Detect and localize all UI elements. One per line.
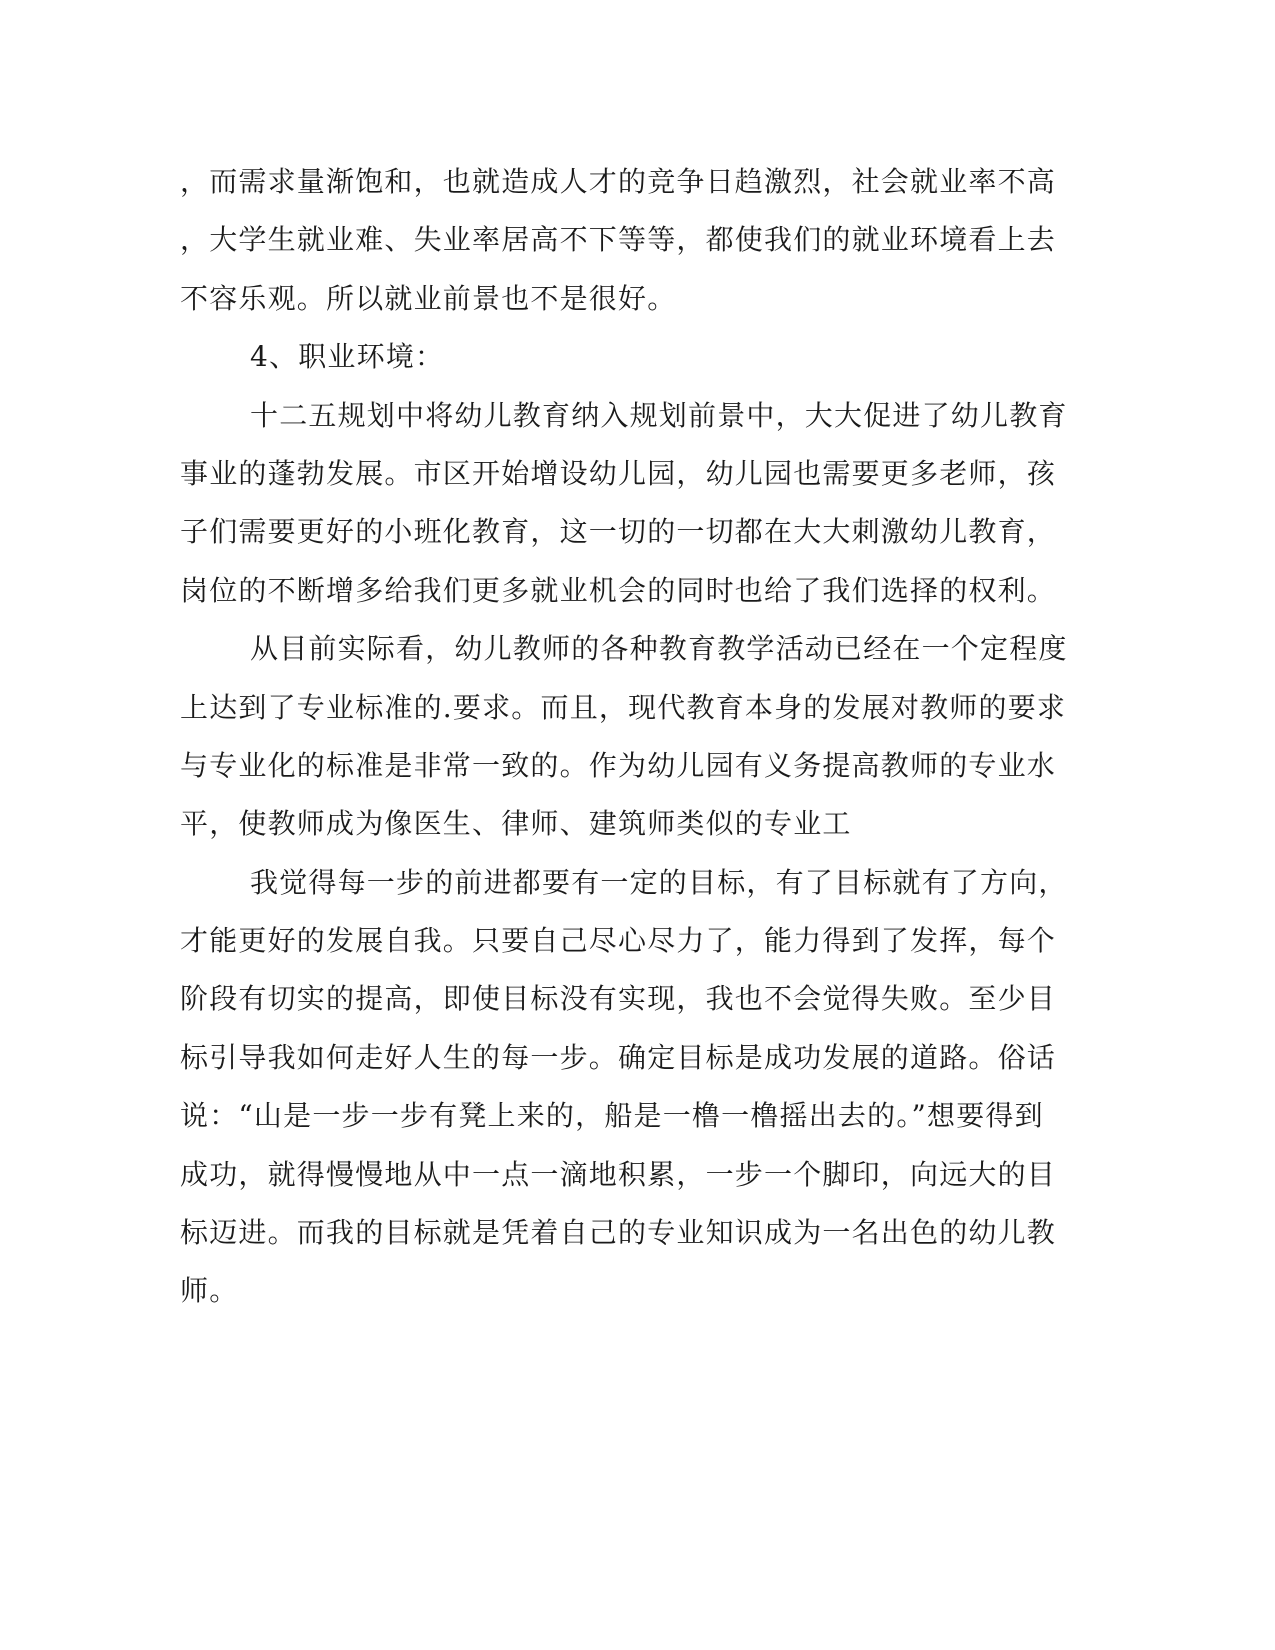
text-line: 标迈进。而我的目标就是凭着自己的专业知识成为一名出色的幼儿教 (180, 1216, 1057, 1250)
text-line: 才能更好的发展自我。只要自己尽心尽力了，能力得到了发挥，每个 (180, 924, 1057, 958)
text-line: 岗位的不断增多给我们更多就业机会的同时也给了我们选择的权利。 (180, 573, 1057, 607)
paragraph-first-line: 我觉得每一步的前进都要有一定的目标，有了目标就有了方向， (250, 865, 1068, 899)
text-line: 子们需要更好的小班化教育，这一切的一切都在大大刺激幼儿教育， (180, 515, 1057, 549)
text-line: ，而需求量渐饱和，也就造成人才的竞争日趋激烈，社会就业率不高 (180, 165, 1057, 198)
text-line: 标引导我如何走好人生的每一步。确定目标是成功发展的道路。俗话 (180, 1040, 1057, 1074)
paragraph-first-line: 十二五规划中将幼儿教育纳入规划前景中，大大促进了幼儿教育 (250, 398, 1068, 432)
text-line: 不容乐观。所以就业前景也不是很好。 (180, 281, 677, 315)
paragraph-first-line: 从目前实际看，幼儿教师的各种教育教学活动已经在一个定程度 (250, 632, 1068, 666)
text-line: 成功，就得慢慢地从中一点一滴地积累，一步一个脚印，向远大的目 (180, 1157, 1057, 1191)
text-line: 事业的蓬勃发展。市区开始增设幼儿园，幼儿园也需要更多老师，孩 (180, 456, 1057, 490)
text-line: 阶段有切实的提高，即使目标没有实现，我也不会觉得失败。至少目 (180, 982, 1057, 1016)
text-line: 与专业化的标准是非常一致的。作为幼儿园有义务提高教师的专业水 (180, 748, 1057, 782)
body-text (180, 153, 1068, 1321)
text-line: 师。 (180, 1274, 239, 1308)
text-line: 上达到了专业标准的.要求。而且，现代教育本身的发展对教师的要求 (180, 690, 1067, 724)
text-line: ，大学生就业难、失业率居高不下等等，都使我们的就业环境看上去 (180, 223, 1057, 257)
text-line: 说：“山是一步一步有凳上来的，船是一橹一橹摇出去的。”想要得到 (180, 1099, 1044, 1133)
section-heading: 4、职业环境： (250, 340, 445, 374)
text-line: 平，使教师成为像医生、律师、建筑师类似的专业工 (180, 807, 852, 841)
